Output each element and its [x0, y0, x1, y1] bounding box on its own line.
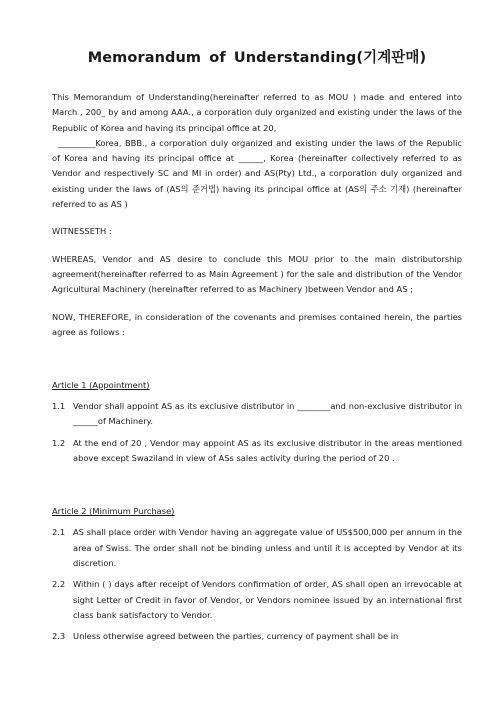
- article-item-number: 2.2: [52, 579, 66, 590]
- intro-paragraph-1: This Memorandum of Understanding(hereinafter referred to as MOU ) made and entered into March , 200_ by and among AAA., a corporation duly organized and existing under the laws of the Republic of Korea and having its principal office at 20,: [52, 92, 462, 133]
- article-item-number: 2.3: [52, 631, 66, 642]
- article-1-heading: Article 1 (Appointment): [52, 380, 150, 391]
- article-item: [52, 629, 462, 644]
- article-2-heading: Article 2 (Minimum Purchase): [52, 506, 175, 517]
- document-title: Memorandum of Understanding(기계판매): [87, 50, 427, 66]
- article-item: [52, 399, 462, 430]
- article-item-text: AS shall place order with Vendor having an aggregate value of US$500,000 per annum in the area of Swiss. The order shall not be binding unless and until it is accepted by Vendor at its discretion.: [73, 527, 462, 568]
- article-item: [52, 525, 462, 571]
- article-item: [52, 436, 462, 467]
- witnesseth-heading: WITNESSETH :: [52, 226, 112, 237]
- article-2: [52, 504, 462, 644]
- article-item: [52, 577, 462, 623]
- article-item-text: Unless otherwise agreed between the parties, currency of payment shall be in: [73, 631, 399, 642]
- article-item-number: 1.2: [52, 437, 66, 448]
- intro-paragraph-2: _________Korea, BBB., a corporation duly organized and existing under the laws of the Republic of Korea and having its principal office at ______, Korea (hereinafter collectively referred to as Vendor and respectively SC and MI in order) and AS(Pty) Ltd., a corporation duly organized and existing under the laws of (AS의 준거법) having its principal office at (AS의 주소 기재) (hereinafter referred to as AS ): [52, 137, 462, 210]
- article-1: [52, 378, 462, 466]
- article-item-text: At the end of 20 , Vendor may appoint AS as its exclusive distributor in the areas mentioned above except Swaziland in view of ASs sales activity during the period of 20 .: [73, 437, 462, 464]
- article-item-text: Within ( ) days after receipt of Vendors confirmation of order, AS shall open an irrevocable at sight Letter of Credit in favor of Vendor, or Vendors nominee issued by an international first class bank satisfactory to Vendor.: [73, 579, 462, 620]
- whereas-paragraph: WHEREAS, Vendor and AS desire to conclude this MOU prior to the main distributorship agreement(hereinafter referred to as Main Agreement ) for the sale and distribution of the Vendor Agricultural Machinery (hereinafter referred to as Machinery )between Vendor and AS ;: [52, 253, 462, 295]
- now-therefore-paragraph: NOW, THEREFORE, in consideration of the covenants and premises contained herein, the parties agree as follows :: [52, 311, 462, 337]
- article-item-text: Vendor shall appoint AS as its exclusive distributor in ________and non-exclusive distributor in ______of Machinery.: [73, 401, 462, 427]
- article-item-number: 1.1: [52, 401, 66, 412]
- article-item-number: 2.1: [52, 527, 66, 538]
